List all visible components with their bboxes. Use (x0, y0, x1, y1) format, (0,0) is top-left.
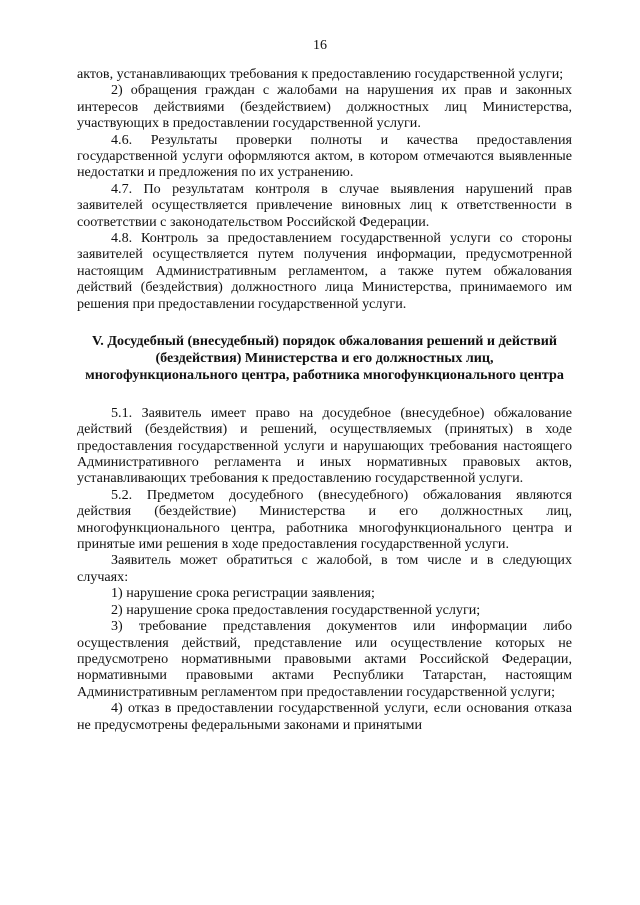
paragraph-5-1: 5.1. Заявитель имеет право на досудебное (внесудебное) обжалование действий (бездействия) и решений, осуществляемых (принятых) в ходе предоставления государственной услуги и нарушающих требования настоящего Административного регламента и иных нормативных правовых актов, устанавливающих требования к предоставлению государственной услуги. (77, 404, 572, 487)
list-item-1: 1) нарушение срока регистрации заявления; (111, 585, 375, 602)
list-item-3: 3) требование представления документов или информации либо осуществления действий, представление или осуществление которых не предусмотрено нормативными правовыми актами Российской Федерации, нормативными правовыми актами Республики Татарстан, настоящим Административным регламентом при предоставлении государственной услуги; (77, 618, 572, 700)
paragraph-complaint-cases-intro: Заявитель может обратиться с жалобой, в том числе и в следующих случаях: (77, 552, 572, 585)
paragraph-item-2-complaints: 2) обращения граждан с жалобами на нарушения их прав и законных интересов действиями (бездействием) должностных лиц Министерства, участвующих в предоставлении государственной услуги. (77, 82, 572, 132)
page-number: 16 (313, 38, 327, 53)
page-content (77, 66, 572, 733)
paragraph-continuation: актов, устанавливающих требования к предоставлению государственной услуги; (77, 66, 564, 82)
list-item-4: 4) отказ в предоставлении государственной услуги, если основания отказа не предусмотрены федеральными законами и принятыми (77, 700, 572, 733)
paragraph-4-7: 4.7. По результатам контроля в случае выявления нарушений прав заявителей осуществляется привлечение виновных лиц к ответственности в соответствии с законодательством Российской Федерации. (77, 180, 572, 230)
list-item-2: 2) нарушение срока предоставления государственной услуги; (111, 601, 481, 618)
paragraph-5-2: 5.2. Предметом досудебного (внесудебного) обжалования являются действия (бездействие) Министерства и его должностных лиц, многофункционального центра, работника многофункционального центра и принятые ими решения в ходе предоставления государственной услуги. (77, 486, 572, 553)
section-heading: V. Досудебный (внесудебный) порядок обжалования решений и действий (бездействия) Министерства и его должностных лиц, многофункционального центра, работника многофункционального центра (85, 333, 564, 383)
paragraph-4-6: 4.6. Результаты проверки полноты и качества предоставления государственной услуги оформляются актом, в котором отмечаются выявленные недостатки и предложения по их устранению. (77, 131, 572, 181)
paragraph-4-8: 4.8. Контроль за предоставлением государственной услуги со стороны заявителей осуществляется путем получения информации, предусмотренной настоящим Административным регламентом, а также путем обжалования действий (бездействия) должностного лица Министерства, принимаемого им решения при предоставлении государственной услуги. (77, 230, 572, 312)
